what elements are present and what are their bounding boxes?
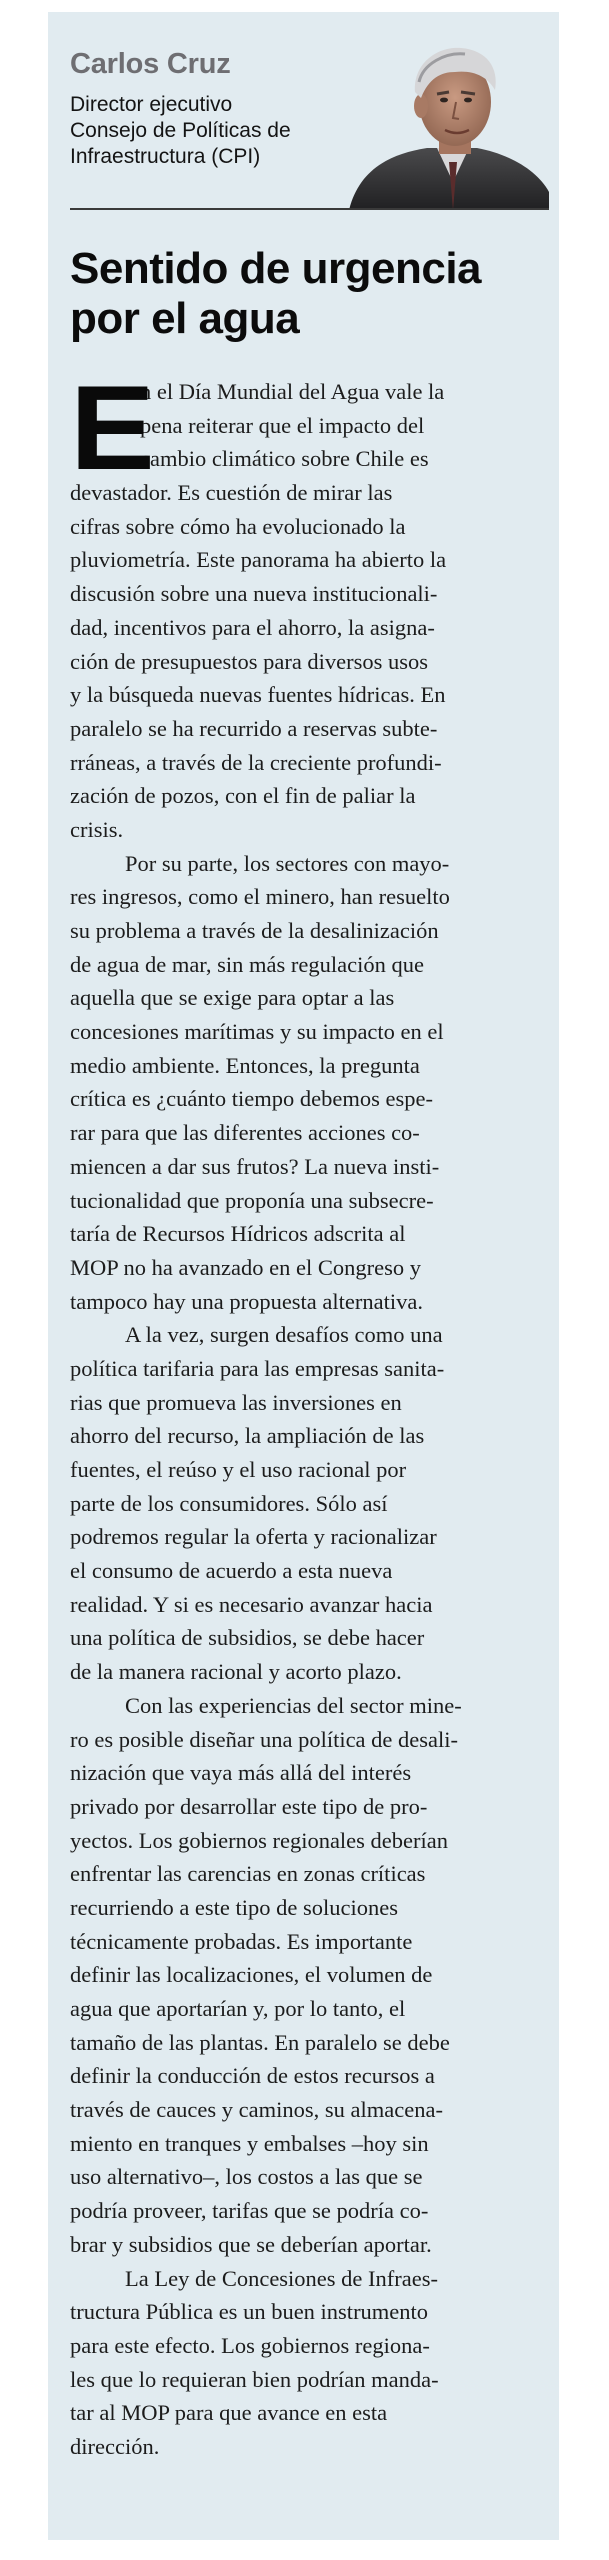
article-line: tampoco hay una propuesta alternativa.: [70, 1288, 423, 1314]
article-line: MOP no ha avanzado en el Congreso y: [70, 1254, 421, 1280]
header-divider: [70, 208, 549, 210]
article-line: dirección.: [70, 2433, 160, 2459]
author-role-line: Infraestructura (CPI): [70, 145, 261, 168]
article-line: recurriendo a este tipo de soluciones: [70, 1894, 399, 1920]
article-line: tar al MOP para que avance en esta: [70, 2400, 388, 2426]
article-line: para este efecto. Los gobiernos regiona-: [70, 2332, 430, 2358]
headline: [70, 244, 550, 344]
article-line: definir las localizaciones, el volumen de: [70, 1962, 433, 1988]
article-line: devastador. Es cuestión de mirar las: [70, 480, 393, 506]
author-role-line: Director ejecutivo: [70, 93, 233, 116]
article-line: dad, incentivos para el ahorro, la asigna-: [70, 614, 435, 640]
article-line: miencen a dar sus frutos? La nueva insti-: [70, 1153, 440, 1179]
article-line: concesiones marítimas y su impacto en el: [70, 1019, 444, 1045]
article-line: podría proveer, tarifas que se podría co-: [70, 2198, 429, 2224]
article-line: de agua de mar, sin más regulación que: [70, 951, 424, 977]
article-line: de la manera racional y acorto plazo.: [70, 1659, 402, 1685]
article-line: podremos regular la oferta y racionalizar: [70, 1524, 437, 1550]
author-role-line: Consejo de Políticas de: [70, 119, 291, 142]
article-line: crítica es ¿cuánto tiempo debemos espe-: [70, 1086, 433, 1112]
article-line: fuentes, el reúso y el uso racional por: [70, 1457, 407, 1482]
article-line: cambio climático sobre Chile es: [140, 446, 429, 472]
article-line: miento en tranques y embalses –hoy sin: [70, 2130, 429, 2156]
article-line: una política de subsidios, se debe hacer: [70, 1625, 425, 1651]
article-line: rar para que las diferentes acciones co-: [70, 1120, 420, 1146]
article-line: n el Día Mundial del Agua vale la: [140, 379, 445, 404]
article-line: través de cauces y caminos, su almacena-: [70, 2097, 443, 2123]
article-line: agua que aportarían y, por lo tanto, el: [70, 1996, 406, 2021]
article-line: rias que promueva las inversiones en: [70, 1389, 402, 1415]
article-line: ahorro del recurso, la ampliación de las: [70, 1423, 425, 1449]
article-line: tucionalidad que proponía una subsecre-: [70, 1187, 434, 1213]
article-line: uso alternativo–, los costos a las que se: [70, 2164, 423, 2190]
article-line: política tarifaria para las empresas sanita-: [70, 1355, 445, 1381]
article-line: tamaño de las plantas. En paralelo se debe: [70, 2029, 450, 2055]
article-line: definir la conducción de estos recursos a: [70, 2063, 435, 2089]
article-line: técnicamente probadas. Es importante: [70, 1928, 413, 1954]
article-line: y la búsqueda nuevas fuentes hídricas. En: [70, 682, 446, 708]
article-line: tructura Pública es un buen instrumento: [70, 2299, 429, 2325]
article-line: el consumo de acuerdo a esta nueva: [70, 1558, 393, 1584]
article-line: realidad. Y si es necesario avanzar hacia: [70, 1591, 433, 1617]
headline-line: por el agua: [70, 294, 300, 343]
article-line: crisis.: [70, 816, 124, 842]
article-line: medio ambiente. Entonces, la pregunta: [70, 1052, 420, 1078]
article-line: pena reiterar que el impacto del: [140, 412, 425, 438]
article-line: La Ley de Concesiones de Infraes-: [125, 2265, 438, 2291]
article-line: ción de presupuestos para diversos usos: [70, 648, 429, 674]
article-line: res ingresos, como el minero, han resuelto: [70, 884, 450, 910]
article-line: enfrentar las carencias en zonas críticas: [70, 1861, 426, 1887]
article-line: aquella que se exige para optar a las: [70, 985, 395, 1011]
article-line: zación de pozos, con el fin de paliar la: [70, 783, 416, 809]
opinion-column: [48, 12, 559, 2540]
article-line: pluviometría. Este panorama ha abierto la: [70, 547, 447, 573]
article-line: brar y subsidios que se deberían aportar.: [70, 2231, 432, 2257]
author-name: Carlos Cruz: [70, 48, 231, 80]
article-line: nización que vaya más allá del interés: [70, 1760, 412, 1786]
article-line: rráneas, a través de la creciente profundi-: [70, 749, 442, 775]
article-line: paralelo se ha recurrido a reservas subte-: [70, 715, 438, 741]
article-line: taría de Recursos Hídricos adscrita al: [70, 1221, 406, 1247]
article-line: yectos. Los gobiernos regionales deberían: [70, 1827, 449, 1853]
article-line: privado por desarrollar este tipo de pro-: [70, 1793, 428, 1819]
article-line: su problema a través de la desalinización: [70, 918, 439, 943]
article-line: les que lo requieran bien podrían manda-: [70, 2366, 439, 2392]
author-portrait: [349, 42, 549, 210]
article-line: Por su parte, los sectores con mayo-: [125, 850, 450, 876]
author-role: [70, 92, 370, 170]
headline-line: Sentido de urgencia: [70, 244, 482, 293]
article-line: A la vez, surgen desafíos como una: [125, 1322, 443, 1348]
drop-cap: E: [70, 361, 155, 495]
article-line: discusión sobre una nueva institucionali-: [70, 581, 438, 607]
article-body: [70, 361, 550, 2464]
article-line: parte de los consumidores. Sólo así: [70, 1490, 388, 1516]
article-line: cifras sobre cómo ha evolucionado la: [70, 513, 406, 539]
article-line: Con las experiencias del sector mine-: [125, 1692, 462, 1718]
author-header: [48, 12, 559, 208]
article-line: ro es posible diseñar una política de desali-: [70, 1726, 459, 1752]
